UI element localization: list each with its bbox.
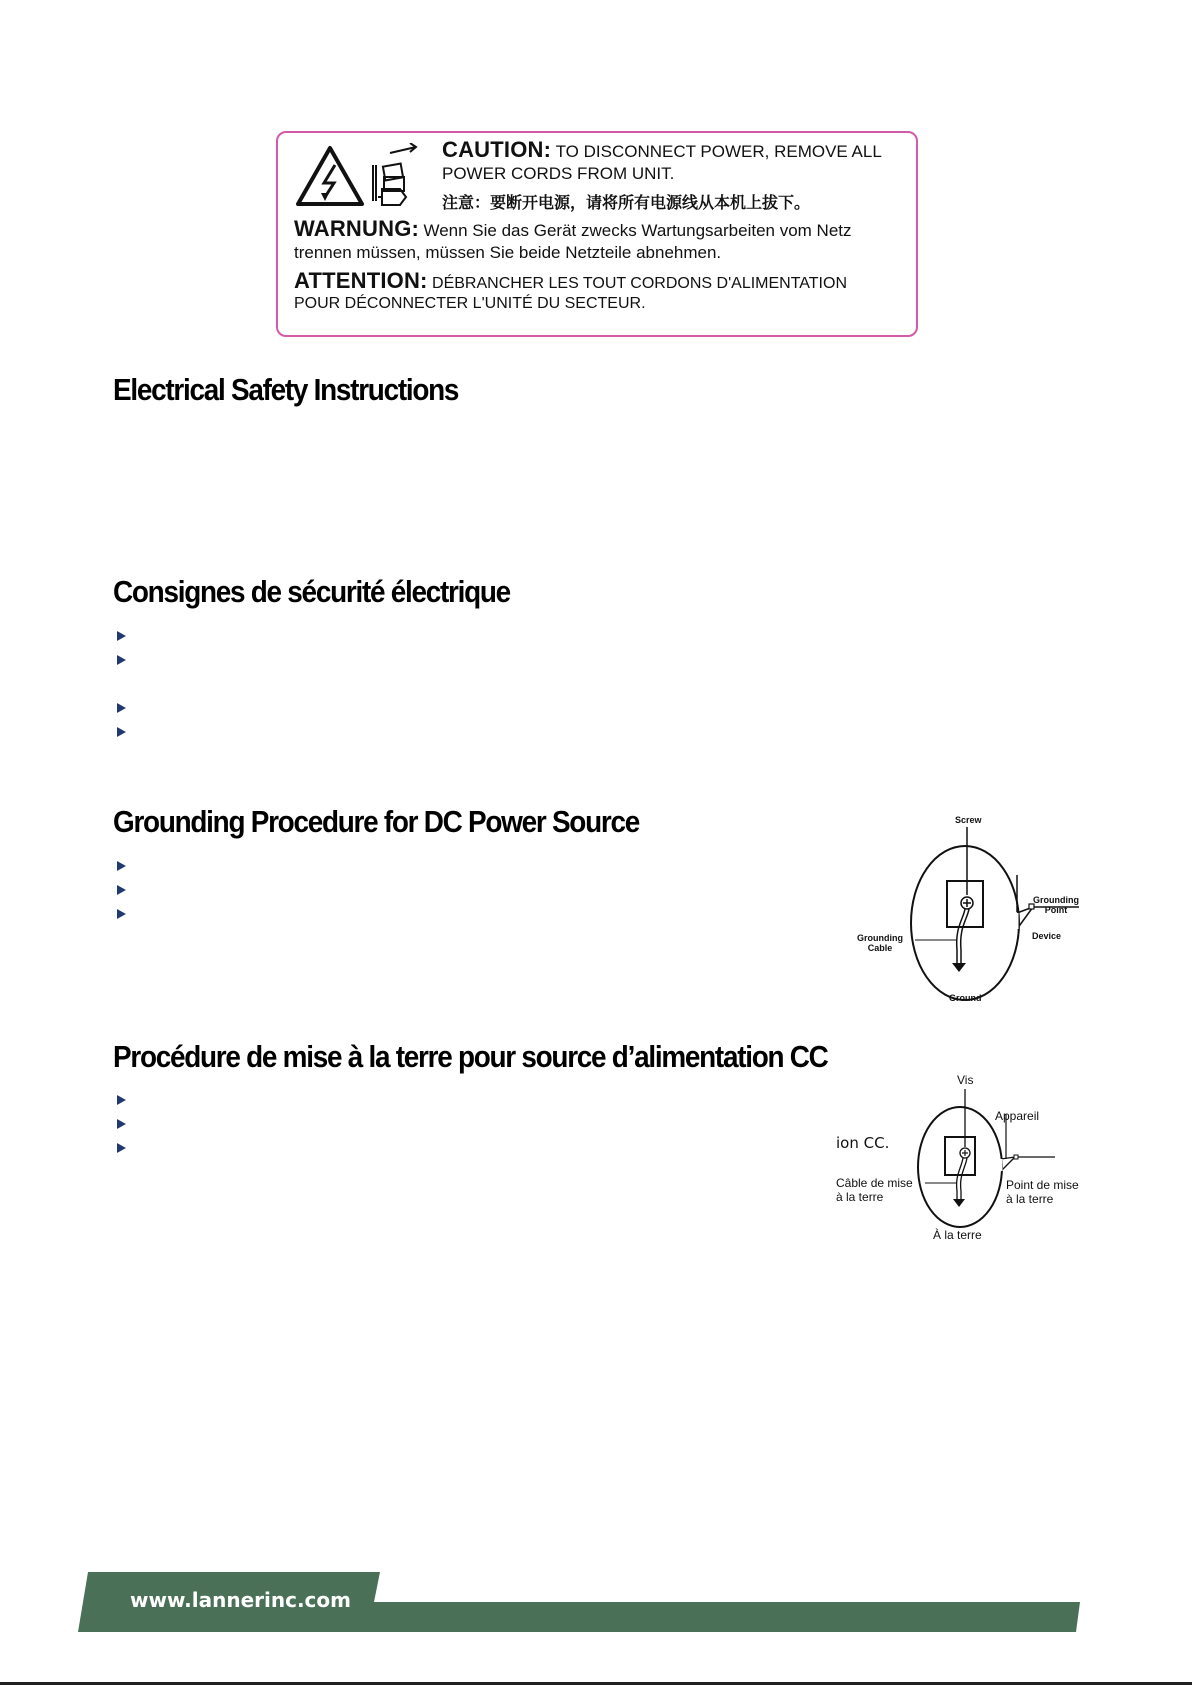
chinese-caution-text: 注意：要断开电源，请将所有电源线从本机上拔下。 (442, 193, 811, 212)
electric-hazard-icon (295, 145, 365, 207)
warnung-line-1 (294, 216, 852, 242)
label-cable-de-mise: Câble de mise à la terre (836, 1176, 913, 1204)
bullet-icon (117, 909, 126, 919)
label-grounding-cable: Grounding Cable (857, 933, 903, 953)
label-appareil: Appareil (995, 1109, 1040, 1123)
label-ground: Ground (949, 993, 982, 1003)
warnung-title: WARNUNG: (294, 216, 420, 241)
bullet-icon (117, 703, 126, 713)
heading-procedure-cc: Procédure de mise à la terre pour source d’alimentation CC (113, 1039, 828, 1074)
heading-grounding-dc: Grounding Procedure for DC Power Source (113, 804, 639, 839)
heading-electrical-safety: Electrical Safety Instructions (113, 372, 459, 407)
label-screw: Screw (955, 815, 982, 825)
bullet-icon (117, 885, 126, 895)
attention-title: ATTENTION: (294, 268, 428, 293)
label-device: Device (1032, 931, 1062, 941)
power-plug-icon (370, 143, 420, 211)
caution-label (276, 131, 918, 337)
bullet-icon (117, 655, 126, 665)
attention-text-1: DÉBRANCHER LES TOUT CORDONS D'ALIMENTATION (432, 275, 847, 292)
bullet-icon (117, 1143, 126, 1153)
heading-consignes: Consignes de sécurité électrique (113, 574, 510, 609)
caution-title: CAUTION: (442, 137, 552, 162)
warnung-text-2: trennen müssen, müssen Sie beide Netzteile abnehmen. (294, 243, 722, 262)
footer-url[interactable]: www.lannerinc.com (130, 1588, 351, 1612)
attention-text-2: POUR DÉCONNECTER L'UNITÉ DU SECTEUR. (294, 295, 646, 312)
grounding-diagram-fr (833, 1073, 1083, 1249)
caution-line-1 (442, 137, 882, 163)
label-grounding-point: Grounding Point (1033, 895, 1079, 915)
label-point-de-mise: Point de mise à la terre (1006, 1178, 1079, 1206)
label-vis: Vis (957, 1073, 974, 1087)
bullet-icon (117, 727, 126, 737)
caution-text-1: TO DISCONNECT POWER, REMOVE ALL (555, 142, 882, 161)
grounding-diagram-en (855, 815, 1085, 1005)
label-partial-text: ion CC. (836, 1134, 890, 1152)
bullet-icon (117, 631, 126, 641)
bullet-icon (117, 861, 126, 871)
label-a-la-terre: À la terre (933, 1228, 982, 1242)
warnung-text-1: Wenn Sie das Gerät zwecks Wartungsarbeiten vom Netz (423, 221, 852, 240)
caution-text-2: POWER CORDS FROM UNIT. (442, 164, 675, 183)
bullet-icon (117, 1095, 126, 1105)
attention-line-1 (294, 268, 847, 294)
grounding-diagram-fr-graphic (833, 1079, 1083, 1249)
bullet-icon (117, 1119, 126, 1129)
